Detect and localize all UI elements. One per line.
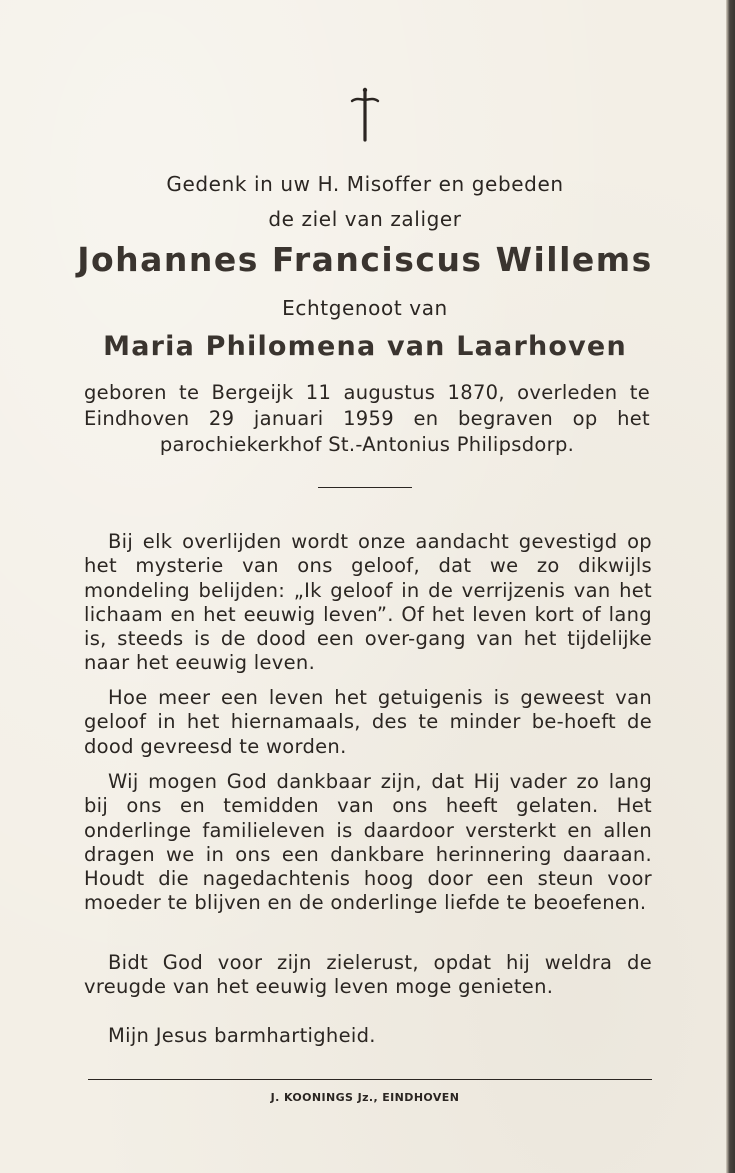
paragraph-mystery-of-faith: Bij elk overlijden wordt onze aandacht gevestigd op het mysterie van ons geloof, dat we zo dikwijls mondeling belijden: „Ik geloof in de verrijzenis van het lichaam en het eeuwig leven”. Of het leven kort of lang is, steeds is de dood een over-gang van het tijdelijke naar het eeuwig leven. [84,530,652,675]
spouse-intro: Echtgenoot van [282,296,448,320]
deceased-name: Johannes Franciscus Willems [77,240,653,279]
footer-divider [88,1079,652,1080]
paragraph-gratitude: Wij mogen God dankbaar zijn, dat Hij vader zo lang bij ons en temidden van ons heeft gelaten. Het onderlinge familieleven is daardoor versterkt en allen dragen we in ons een dankbare herinnering daaraan. Houdt die nagedachtenis hoog door een steun voor moeder te blijven en de onderlinge liefde te beoefenen. [84,770,652,915]
prayer-intro-line-1: Gedenk in uw H. Misoffer en gebeden [166,172,564,196]
spouse-name: Maria Philomena van Laarhoven [103,331,627,362]
section-divider [318,487,412,488]
printer-imprint: J. KOONINGS Jz., EINDHOVEN [270,1091,460,1104]
cross-icon [344,86,386,142]
paragraph-prayer-request: Bidt God voor zijn zielerust, opdat hij weldra de vreugde van het eeuwig leven moge genieten. [84,951,652,999]
paragraph-testimony: Hoe meer een leven het getuigenis is geweest van geloof in het hiernamaals, des te minder be-hoeft de dood gevreesd te worden. [84,686,652,758]
prayer-intro-line-2: de ziel van zaliger [268,207,462,231]
card-edge-shadow [726,0,735,1173]
birth-death-details: geboren te Bergeijk 11 augustus 1870, overleden te Eindhoven 29 januari 1959 en begraven op het parochiekerkhof St.-Antonius Philipsdorp. [84,381,650,456]
paragraph-closing-prayer: Mijn Jesus barmhartigheid. [108,1024,376,1047]
